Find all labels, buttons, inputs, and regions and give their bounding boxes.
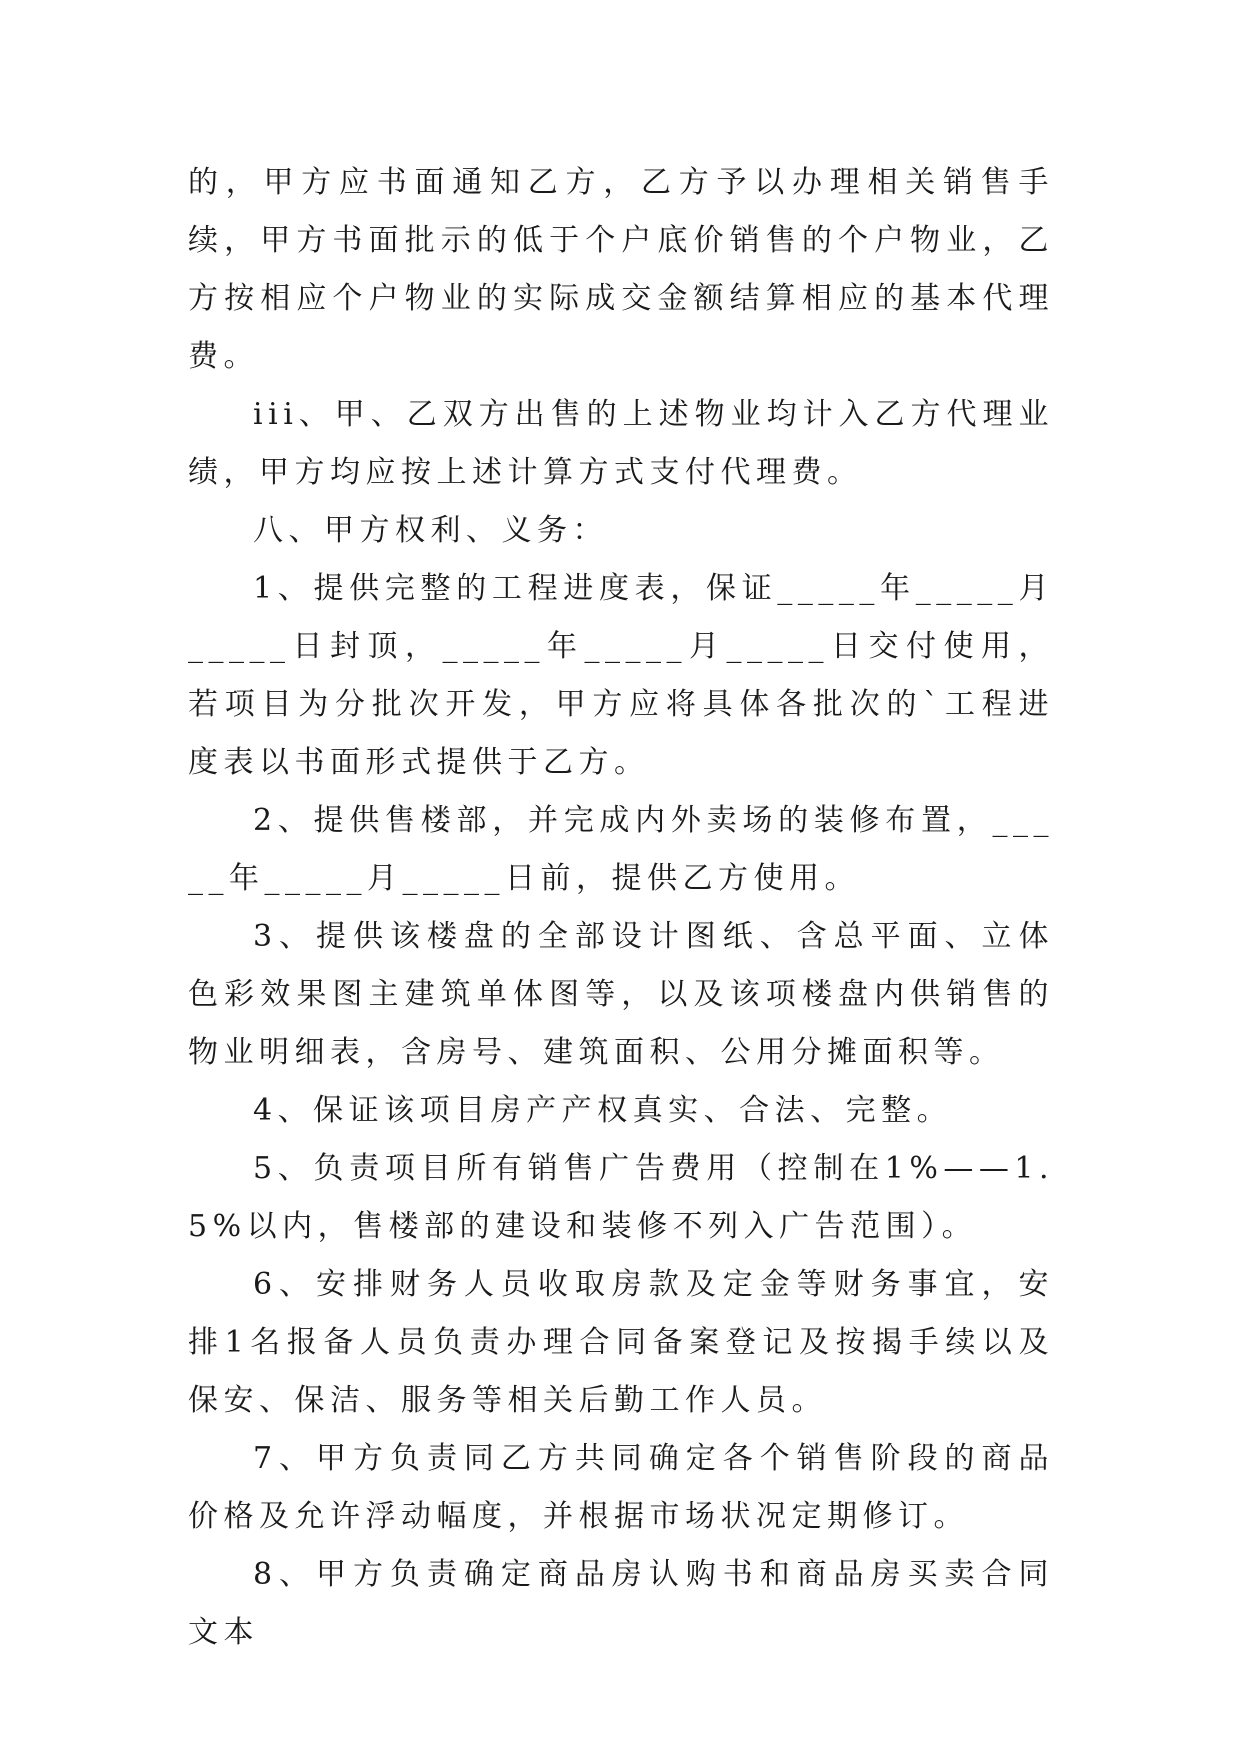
paragraph-clause-iii: iii、甲、乙双方出售的上述物业均计入乙方代理业绩，甲方均应按上述计算方式支付代理费。 bbox=[188, 397, 1054, 490]
paragraph-item-4: 4、保证该项目房产产权真实、合法、完整。 bbox=[253, 1093, 953, 1128]
paragraph-item-3: 3、提供该楼盘的全部设计图纸、含总平面、立体色彩效果图主建筑单体图等，以及该项楼盘内供销售的物业明细表，含房号、建筑面积、公用分摊面积等。 bbox=[188, 919, 1054, 1070]
paragraph-item-8: 8、甲方负责确定商品房认购书和商品房买卖合同文本 bbox=[188, 1557, 1054, 1650]
paragraph-item-6: 6、安排财务人员收取房款及定金等财务事宜，安排1名报备人员负责办理合同备案登记及按揭手续以及保安、保洁、服务等相关后勤工作人员。 bbox=[188, 1267, 1054, 1418]
paragraph-item-2: 2、提供售楼部，并完成内外卖场的装修布置，_____年_____月_____日前，提供乙方使用。 bbox=[188, 803, 1054, 896]
section-heading-party-a-rights: 八、甲方权利、义务： bbox=[253, 513, 608, 548]
paragraph-item-1: 1、提供完整的工程进度表，保证_____年_____月_____日封顶，_____年_____月_____日交付使用，若项目为分批次开发，甲方应将具体各批次的`工程进度表以书面形式提供于乙方。 bbox=[188, 571, 1054, 780]
document-body bbox=[188, 154, 1054, 1662]
paragraph-continuation: 的，甲方应书面通知乙方，乙方予以办理相关销售手续，甲方书面批示的低于个户底价销售的个户物业，乙方按相应个户物业的实际成交金额结算相应的基本代理费。 bbox=[188, 165, 1054, 374]
paragraph-item-5: 5、负责项目所有销售广告费用（控制在1%——1.5%以内，售楼部的建设和装修不列入广告范围）。 bbox=[188, 1151, 1054, 1244]
paragraph-item-7: 7、甲方负责同乙方共同确定各个销售阶段的商品价格及允许浮动幅度，并根据市场状况定期修订。 bbox=[188, 1441, 1054, 1534]
